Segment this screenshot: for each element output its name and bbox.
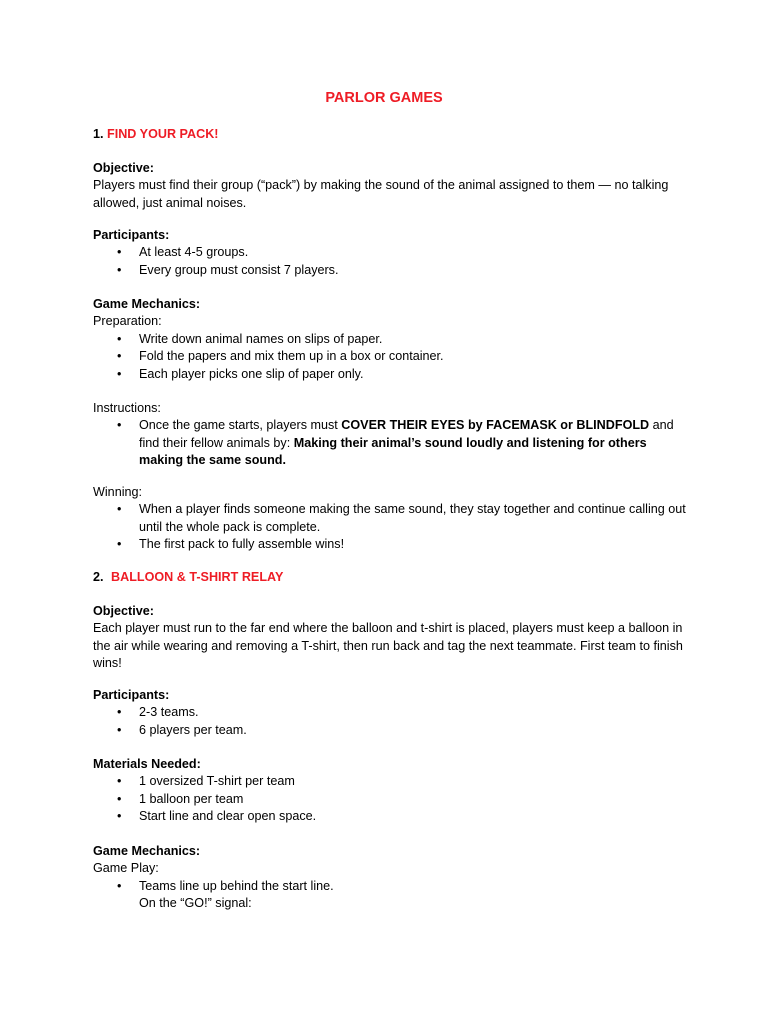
game2-objective-label: Objective: xyxy=(93,604,154,618)
list-item: • Fold the papers and mix them up in a box or container. xyxy=(93,348,693,365)
bullet-icon: • xyxy=(117,245,122,260)
bullet-icon: • xyxy=(117,331,122,346)
bullet-icon: • xyxy=(117,262,122,277)
game1-participants xyxy=(93,227,693,279)
list-item: • 2-3 teams. xyxy=(93,704,693,721)
game1-objective xyxy=(93,160,693,212)
game1-number: 1. xyxy=(93,127,104,141)
game1-name: FIND YOUR PACK! xyxy=(107,127,219,141)
game1-instructions-list xyxy=(93,417,693,469)
game2-name: BALLOON & T-SHIRT RELAY xyxy=(111,570,284,584)
game2-number: 2. xyxy=(93,570,104,584)
game1-preparation-list xyxy=(93,331,693,383)
game1-winning-list xyxy=(93,501,693,553)
game1-preparation-label: Preparation: xyxy=(93,314,162,329)
list-item: • 6 players per team. xyxy=(93,722,693,739)
list-item: • 1 balloon per team xyxy=(93,791,693,808)
bullet-icon: • xyxy=(117,537,122,552)
game2-gameplay-label: Game Play: xyxy=(93,861,159,876)
bullet-icon: • xyxy=(117,791,122,806)
list-item: • Every group must consist 7 players. xyxy=(93,262,693,279)
game1-winning xyxy=(93,484,693,554)
bullet-icon: • xyxy=(117,705,122,720)
bullet-icon: • xyxy=(117,349,122,364)
bullet-icon: • xyxy=(117,878,122,893)
game2-gameplay-list xyxy=(93,878,693,913)
game1-heading xyxy=(93,126,693,143)
list-item: • Each player picks one slip of paper only. xyxy=(93,366,693,383)
game1-instructions xyxy=(93,400,693,470)
bullet-icon: • xyxy=(117,809,122,824)
game1-mechanics-label: Game Mechanics: xyxy=(93,297,201,311)
list-item: • When a player finds someone making the same sound, they stay together and continue calling out until the whole pack is complete. xyxy=(117,502,686,534)
game2-participants xyxy=(93,687,693,739)
game2-mechanics-label: Game Mechanics: xyxy=(93,844,201,858)
game1-winning-label: Winning: xyxy=(93,485,142,499)
bullet-icon: • xyxy=(117,774,122,789)
list-item: • The first pack to fully assemble wins! xyxy=(93,536,693,553)
game2-materials-label: Materials Needed: xyxy=(93,757,201,771)
game1-objective-label: Objective: xyxy=(93,161,154,175)
bullet-icon: • xyxy=(117,366,122,381)
game1-instructions-label: Instructions: xyxy=(93,401,161,415)
game1-participants-list xyxy=(93,244,693,279)
game1-mechanics xyxy=(93,296,693,383)
game2-materials xyxy=(93,756,693,826)
game2-objective-text: Each player must run to the far end where the balloon and t-shirt is placed, players must keep a balloon in the air while wearing and removing a T-shirt, then run back and tag the next teammate. First team to finish wins! xyxy=(93,621,683,671)
game2-participants-label: Participants: xyxy=(93,688,170,702)
page-title: PARLOR GAMES xyxy=(325,90,443,106)
bullet-icon: • xyxy=(117,418,122,433)
game2-materials-list xyxy=(93,773,693,825)
game2-objective xyxy=(93,603,693,673)
list-item: • 1 oversized T-shirt per team xyxy=(93,773,693,790)
game2-mechanics xyxy=(93,843,693,913)
bullet-icon: • xyxy=(117,502,122,517)
list-item: • Once the game starts, players must COVER THEIR EYES by FACEMASK or BLINDFOLD and find their fellow animals by: Making their animal’s sound loudly and listening for others making the same sound. xyxy=(117,418,674,468)
bullet-icon: • xyxy=(117,722,122,737)
list-item: • At least 4-5 groups. xyxy=(93,244,693,261)
game1-objective-text: Players must find their group (“pack”) by making the sound of the animal assigned to them — no talking allowed, just animal noises. xyxy=(93,178,669,210)
list-item: • Write down animal names on slips of paper. xyxy=(93,331,693,348)
game1-participants-label: Participants: xyxy=(93,228,170,242)
game2-heading xyxy=(93,569,693,586)
list-item: • Start line and clear open space. xyxy=(93,808,693,825)
list-item: • Teams line up behind the start line. xyxy=(93,878,693,895)
list-item-continuation: On the “GO!” signal: xyxy=(139,896,252,911)
game2-participants-list xyxy=(93,704,693,739)
